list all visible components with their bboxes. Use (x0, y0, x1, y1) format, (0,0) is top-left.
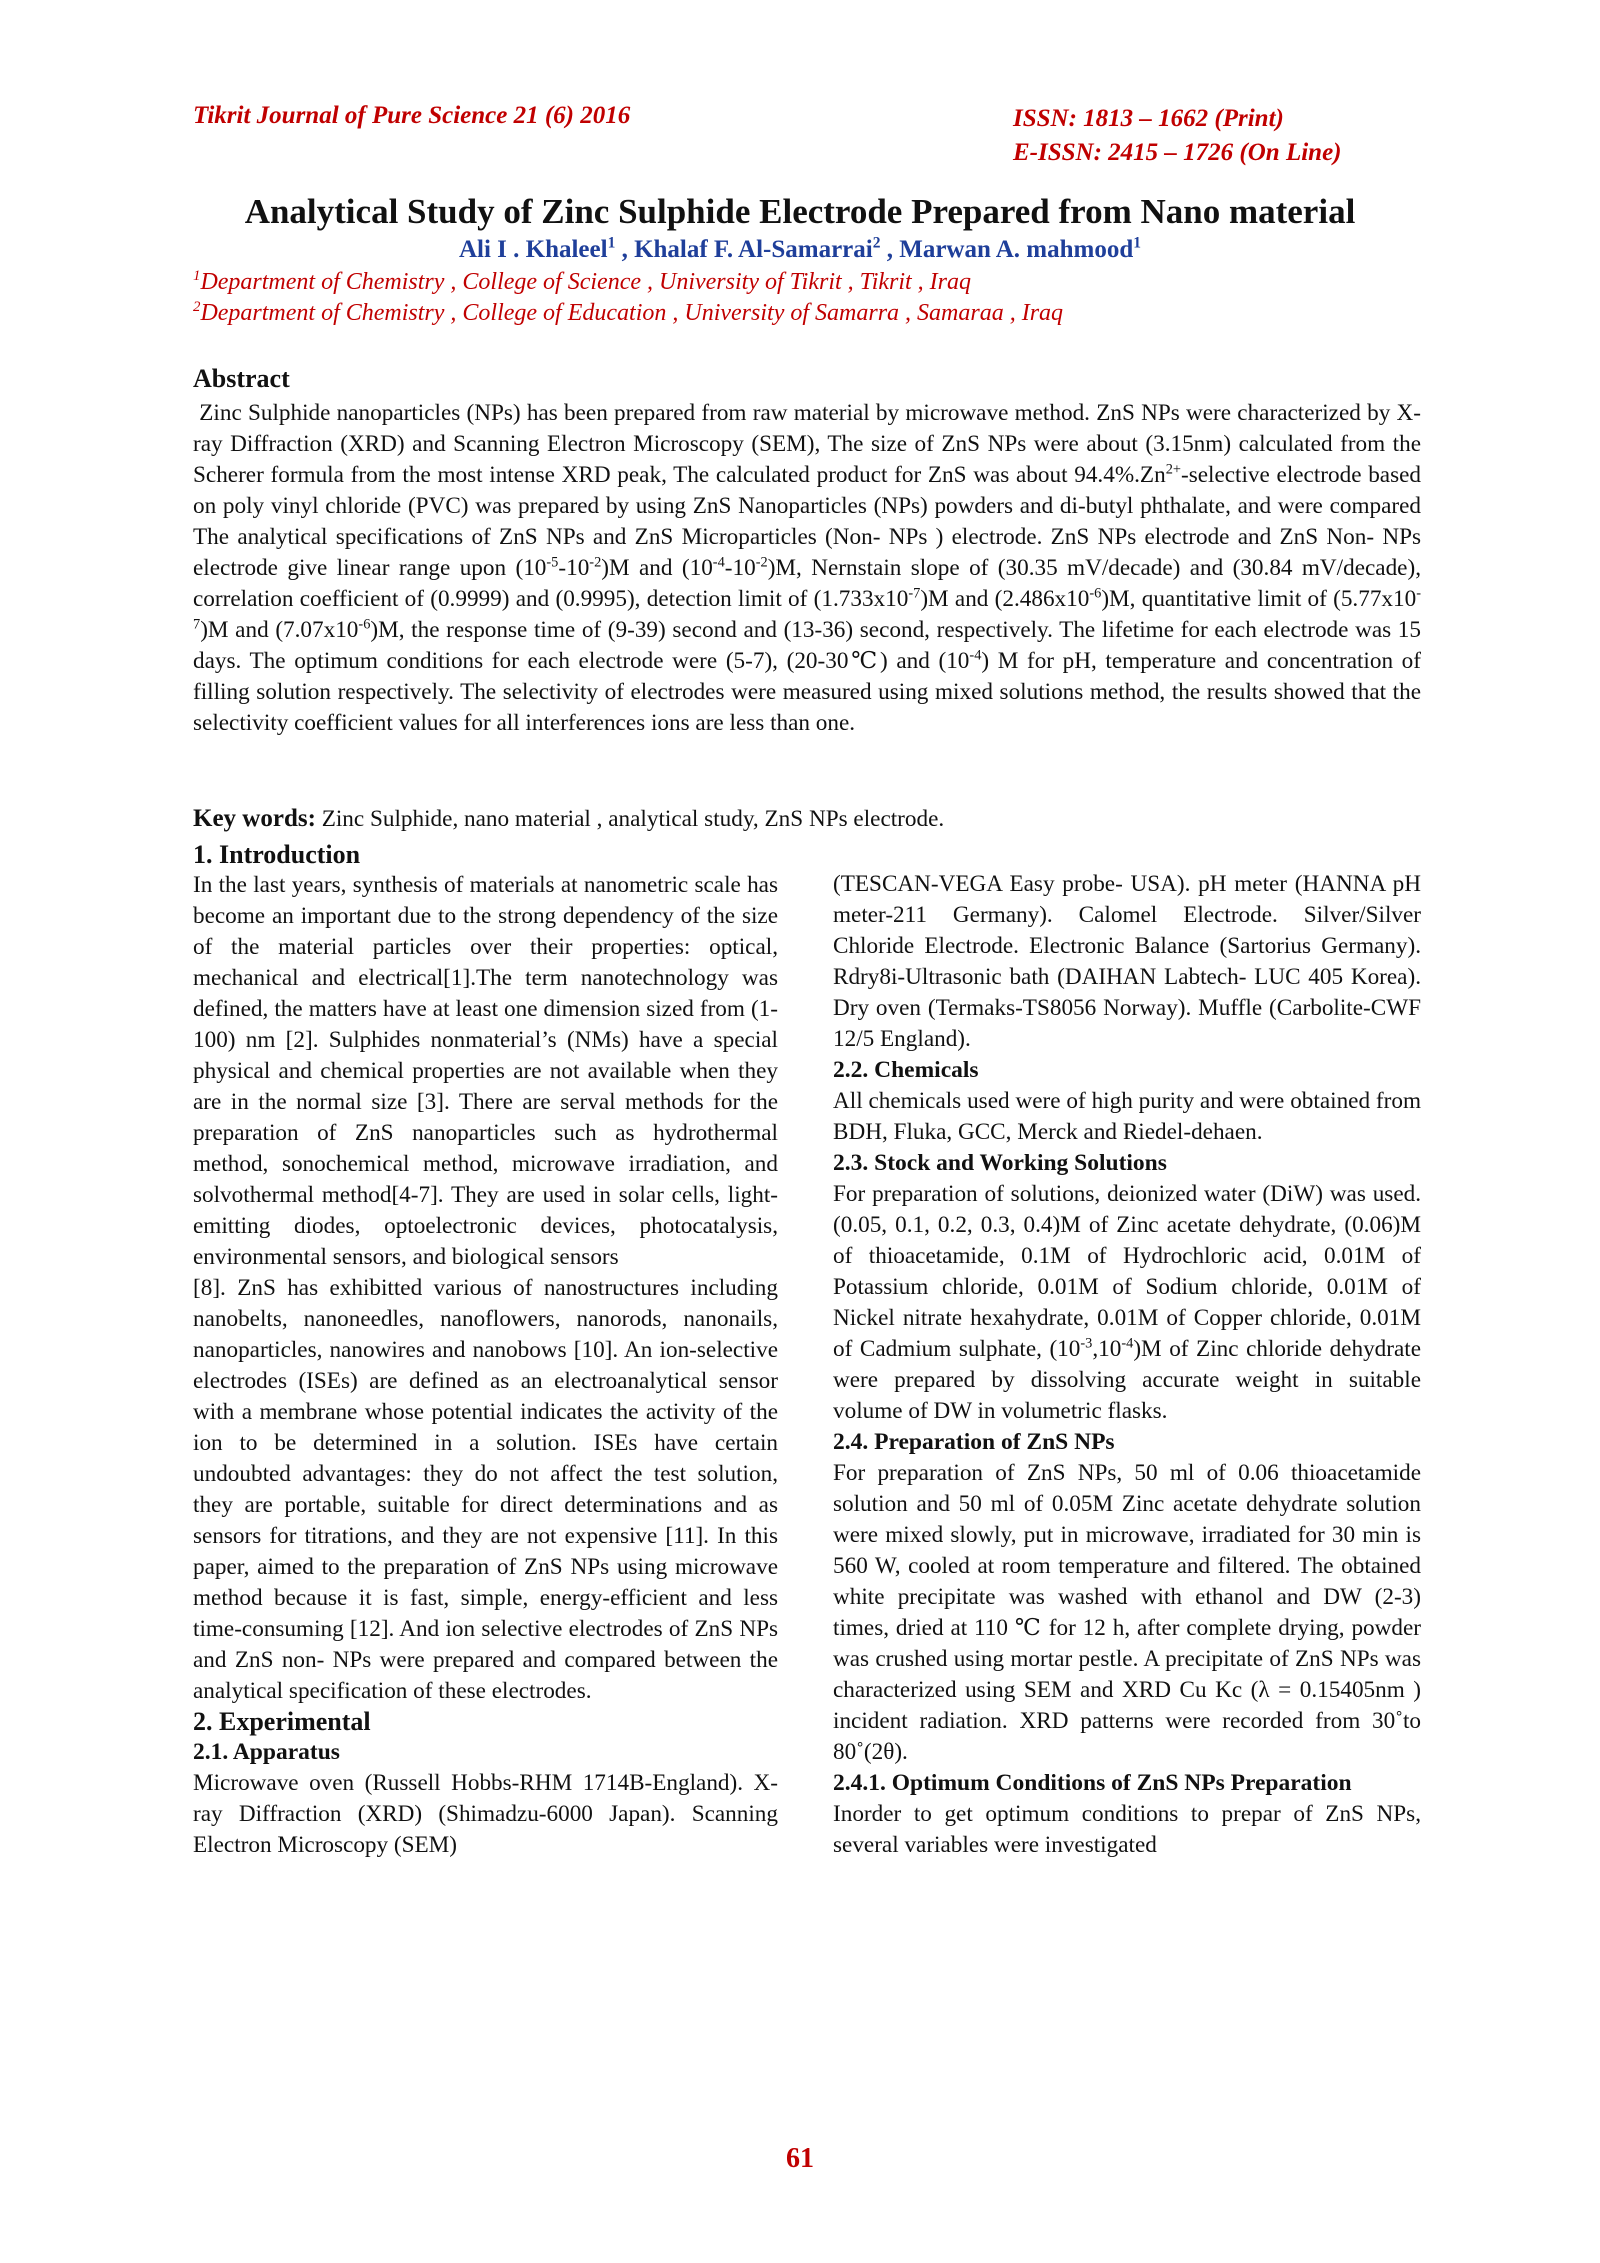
apparatus-continued: (TESCAN-VEGA Easy probe- USA). pH meter (HANNA pH meter-211 Germany). Calomel Electrode. Silver/Silver Chloride Electrode. Electronic Balance (Sartorius Germany). Rdry8i-Ultrasonic bath (DAIHAN Labtech- LUC 405 Korea). Dry oven (Termaks-TS8056 Norway). Muffle (Carbolite-CWF 12/5 England). (833, 871, 1421, 1052)
stock-sup: -4 (1121, 1335, 1134, 1352)
abstract-sup: -7 (193, 585, 1421, 633)
abstract-sup: -6 (1089, 585, 1102, 602)
journal-header: Tikrit Journal of Pure Science 21 (6) 2016 (193, 102, 631, 129)
left-column (193, 840, 778, 1861)
keywords-label: Key words: (193, 805, 316, 832)
apparatus-heading: 2.1. Apparatus (193, 1739, 340, 1765)
stock-solutions-heading: 2.3. Stock and Working Solutions (833, 1150, 1167, 1176)
abstract-text: )M, quantitative limit of (5.77x10 (1101, 586, 1417, 612)
affiliation-1-text: Department of Chemistry , College of Science , University of Tikrit , Tikrit , Iraq (200, 269, 972, 295)
chemicals-heading: 2.2. Chemicals (833, 1057, 979, 1083)
experimental-heading: 2. Experimental (193, 1707, 371, 1736)
apparatus-text: Microwave oven (Russell Hobbs-RHM 1714B-England). X-ray Diffraction (XRD) (Shimadzu-6000 Japan). Scanning Electron Microscopy (SEM) (193, 1770, 778, 1858)
abstract-sup: -2 (589, 554, 602, 571)
author-3-affil: 1 (1133, 234, 1142, 252)
preparation-text: For preparation of ZnS NPs, 50 ml of 0.06 thioacetamide solution and 50 ml of 0.05M Zinc acetate dehydrate solution were mixed slowly, put in microwave, irradiated for 30 min is 560 W, cooled at room temperature and filtered. The obtained white precipitate was washed with ethanol and DW (2-3) times, dried at 110 ℃ for 12 h, after complete drying, powder was crushed using mortar pestle. A precipitate of ZnS NPs was characterized using SEM and XRD Cu Kc (λ = 0.15405nm ) incident radiation. XRD patterns were recorded from 30˚to 80˚(2θ). (833, 1460, 1421, 1765)
abstract-sup: -7 (908, 585, 921, 602)
abstract-text: )M and (7.07x10 (200, 617, 359, 643)
optimum-conditions-text: Inorder to get optimum conditions to prepar of ZnS NPs, several variables were investigated (833, 1801, 1421, 1858)
issn-online: E-ISSN: 2415 – 1726 (On Line) (1013, 139, 1342, 166)
stock-sup: -3 (1080, 1335, 1093, 1352)
chemicals-text: All chemicals used were of high purity and were obtained from BDH, Fluka, GCC, Merck and Riedel-dehaen. (833, 1088, 1421, 1145)
author-list: Ali I . Khaleel$^1$ , Khalaf F. Al-Samarrai$^2$ , Marwan A. mahmood$^1$ (458, 234, 1142, 263)
abstract-text: )M and (2.486x10 (920, 586, 1090, 612)
intro-paragraph-1: In the last years, synthesis of materials at nanometric scale has become an important due to the strong dependency of the size of the material particles over their properties: optical, mechanical and electrical[1].The term nanotechnology was defined, the matters have at least one dimension sized from (1-100) nm [2]. Sulphides nonmaterial’s (NMs) have a special physical and chemical properties are not available when they are in the normal size [3]. There are serval methods for the preparation of ZnS nanoparticles such as hydrothermal method, sonochemical method, microwave irradiation, and solvothermal method[4-7]. They are used in solar cells, light-emitting diodes, optoelectronic devices, photocatalysis, environmental sensors, and biological sensors (193, 872, 778, 1270)
author-2: Khalaf F. Al-Samarrai (634, 236, 873, 263)
preparation-heading: 2.4. Preparation of ZnS NPs (833, 1429, 1115, 1455)
keywords-text: Zinc Sulphide, nano material , analytical study, ZnS NPs electrode. (315, 806, 945, 832)
abstract-sup: -2 (755, 554, 768, 571)
abstract-text: -10 (724, 555, 756, 581)
issn-print: ISSN: 1813 – 1662 (Print) (1013, 105, 1284, 132)
author-1-affil: 1 (607, 234, 616, 252)
abstract-text: -10 (558, 555, 590, 581)
abstract-sup: -4 (969, 647, 982, 664)
optimum-conditions-heading: 2.4.1. Optimum Conditions of ZnS NPs Preparation (833, 1770, 1352, 1796)
page-number: 61 (786, 2143, 814, 2174)
abstract-sup: -5 (546, 554, 559, 571)
abstract-text: -selective electrode based on poly vinyl chloride (PVC) was prepared by using ZnS Nanoparticles (NPs) powders and di-butyl phthalate, and were compared The analytical specifications of ZnS NPs and ZnS Microparticles (Non- NPs ) electrode. ZnS NPs electrode and ZnS Non- NPs electrode give linear range upon (10 (193, 462, 1421, 581)
affiliation-1 (193, 269, 971, 296)
affiliation-2-marker: 2 (193, 299, 201, 315)
author-1: Ali I . Khaleel (458, 236, 608, 263)
abstract-text: ) M for pH, temperature and concentration of filling solution respectively. The selectivity of electrodes were measured using mixed solutions method, the results showed that the selectivity coefficient values for all interferences ions are less than one. (193, 648, 1422, 736)
right-column (833, 869, 1421, 1861)
stock-text: ,10 (1092, 1336, 1122, 1362)
stock-text: )M of Zinc chloride dehydrate were prepared by dissolving accurate weight in suitable volume of DW in volumetric flasks. (833, 1336, 1422, 1424)
abstract-text: )M, the response time of (9-39) second and (13-36) second, respectively. The lifetime for each electrode was 15 days. The optimum conditions for each electrode were (5-7), (20-30℃) and (10 (193, 617, 1421, 674)
affiliation-2 (193, 300, 1063, 327)
abstract-heading: Abstract (193, 364, 290, 393)
affiliation-2-text: Department of Chemistry , College of Education , University of Samarra , Samaraa , Iraq (200, 300, 1064, 326)
author-3: Marwan A. mahmood (899, 236, 1134, 263)
issn-header (1013, 102, 1342, 170)
keywords (193, 805, 1421, 833)
abstract-text: )M and (10 (601, 555, 713, 581)
abstract-body (193, 398, 1421, 739)
abstract-sup: -6 (358, 616, 371, 633)
stock-text: For preparation of solutions, deionized water (DiW) was used. (0.05, 0.1, 0.2, 0.3, 0.4)M of Zinc acetate dehydrate, (0.06)M of thioacetamide, 0.1M of Hydrochloric acid, 0.01M of Potassium chloride, 0.01M of Sodium chloride, 0.01M of Nickel nitrate hexahydrate, 0.01M of Copper chloride, 0.01M of Cadmium sulphate, (10 (833, 1181, 1421, 1362)
paper-title: Analytical Study of Zinc Sulphide Electrode Prepared from Nano material (244, 192, 1356, 231)
intro-paragraph-2: [8]. ZnS has exhibitted various of nanostructures including nanobelts, nanoneedles, nanoflowers, nanorods, nanonails, nanoparticles, nanowires and nanobows [10]. An ion-selective electrodes (ISEs) are defined as an electroanalytical sensor with a membrane whose potential indicates the activity of the ion to be determined in a solution. ISEs have certain undoubted advantages: they do not affect the test solution, they are portable, suitable for direct determinations and as sensors for titrations, and they are not expensive [11]. In this paper, aimed to the preparation of ZnS NPs using microwave method because it is fast, simple, energy-efficient and less time-consuming [12]. And ion selective electrodes of ZnS NPs and ZnS non- NPs were prepared and compared between the analytical specification of these electrodes. (193, 1275, 778, 1704)
abstract-sup: -4 (712, 554, 725, 571)
author-2-affil: 2 (872, 234, 881, 252)
abstract-text: )M, Nernstain slope of (30.35 mV/decade) and (30.84 mV/decade), correlation coefficient of (0.9999) and (0.9995), detection limit of (1.733x10 (193, 555, 1421, 612)
intro-heading: 1. Introduction (193, 840, 361, 869)
abstract-text: Zinc Sulphide nanoparticles (NPs) has been prepared from raw material by microwave method. ZnS NPs were characterized by X-ray Diffraction (XRD) and Scanning Electron Microscopy (SEM), The size of ZnS NPs were about (3.15nm) calculated from the Scherer formula from the most intense XRD peak, The calculated product for ZnS was about 94.4%.Zn (193, 400, 1422, 488)
affiliation-1-marker: 1 (193, 268, 201, 284)
stock-solutions-text (833, 1179, 1421, 1427)
abstract-sup: 2+ (1165, 461, 1181, 478)
